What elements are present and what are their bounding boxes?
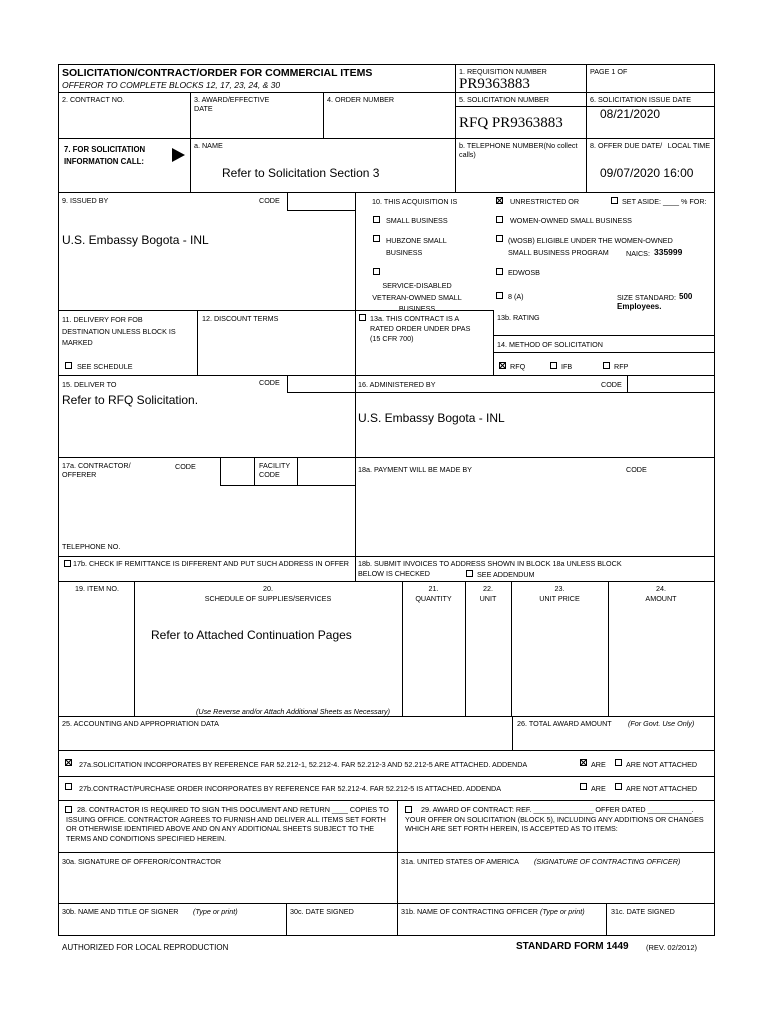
discount-terms-label: 12. DISCOUNT TERMS bbox=[202, 314, 279, 323]
c27a-are-label: ARE bbox=[591, 760, 606, 769]
accounting-label: 25. ACCOUNTING AND APPROPRIATION DATA bbox=[62, 719, 219, 728]
administered-by-label: 16. ADMINISTERED BY bbox=[358, 380, 436, 389]
eight-a-checkbox[interactable] bbox=[496, 292, 503, 299]
c27a-label: 27a.SOLICITATION INCORPORATES BY REFERENCE FAR 52.212-1, 52.212-4. FAR 52.212-3 AND 52.212-5 ARE ATTACHED. ADDENDA bbox=[79, 760, 528, 769]
schedule-footnote: (Use Reverse and/or Attach Additional Sheets as Necessary) bbox=[196, 707, 391, 716]
quantity-header: QUANTITY bbox=[415, 594, 452, 603]
item-no-header: 19. ITEM NO. bbox=[75, 584, 119, 593]
deliver-to-value[interactable]: Refer to RFQ Solicitation. bbox=[62, 393, 199, 407]
ifb-label: IFB bbox=[561, 362, 573, 371]
hubzone-checkbox[interactable] bbox=[373, 235, 380, 242]
c28-text: 28. CONTRACTOR IS REQUIRED TO SIGN THIS DOCUMENT AND RETURN ____ COPIES TO ISSUING OFFICE. CONTRACTOR AGREES TO FURNISH AND DELIVER ALL ITEMS SET FORTH OR OTHERWISE IDENTIFIED ABOVE AND ON ANY ADDITIONAL SHEETS SUBJECT TO THE TERMS AND CONDITIONS SPECIFIED HEREIN. bbox=[66, 805, 389, 844]
c27b-are-not-checkbox[interactable] bbox=[615, 783, 622, 790]
rfp-checkbox[interactable] bbox=[603, 362, 610, 369]
see-addendum-checkbox[interactable] bbox=[466, 570, 473, 577]
rating-label: 13b. RATING bbox=[497, 313, 540, 322]
set-aside-checkbox[interactable] bbox=[611, 197, 618, 204]
unrestricted-checkbox[interactable] bbox=[496, 197, 503, 204]
unit-header: UNIT bbox=[479, 594, 497, 603]
total-award-label: 26. TOTAL AWARD AMOUNT bbox=[517, 719, 612, 728]
see-schedule-label: SEE SCHEDULE bbox=[77, 362, 133, 371]
payment-label: 18a. PAYMENT WILL BE MADE BY bbox=[358, 465, 472, 474]
offer-due-value[interactable]: 09/07/2020 16:00 bbox=[600, 166, 694, 180]
requisition-number-value[interactable]: PR9363883 bbox=[459, 76, 530, 92]
small-business-label: SMALL BUSINESS bbox=[386, 216, 448, 225]
remittance-label: 17b. CHECK IF REMITTANCE IS DIFFERENT AND PUT SUCH ADDRESS IN OFFER bbox=[73, 559, 349, 568]
eight-a-label: 8 (A) bbox=[508, 292, 524, 301]
co-type-print: (Type or print) bbox=[540, 907, 585, 916]
rfq-checkbox[interactable] bbox=[499, 362, 506, 369]
c27a-are-not-checkbox[interactable] bbox=[615, 759, 622, 766]
c27b-are-not-label: ARE NOT ATTACHED bbox=[626, 784, 698, 793]
date-signed-30c-label: 30c. DATE SIGNED bbox=[290, 907, 354, 916]
contracting-officer-name-label: 31b. NAME OF CONTRACTING OFFICER bbox=[401, 907, 538, 916]
issue-date-label: 6. SOLICITATION ISSUE DATE bbox=[590, 95, 692, 104]
offer-due-label: 8. OFFER DUE DATE/ bbox=[590, 141, 663, 150]
signer-name-label: 30b. NAME AND TITLE OF SIGNER bbox=[62, 907, 179, 916]
rated-order-checkbox[interactable] bbox=[359, 314, 366, 321]
c27a-are-checkbox[interactable] bbox=[580, 759, 587, 766]
arrow-right-icon bbox=[172, 148, 185, 162]
payment-code-label: CODE bbox=[626, 465, 647, 474]
local-time-label: LOCAL TIME bbox=[667, 141, 710, 150]
issued-by-value[interactable]: U.S. Embassy Bogota - INL bbox=[62, 233, 209, 247]
hubzone-label: HUBZONE SMALL BUSINESS bbox=[386, 236, 447, 257]
solicitation-number-label: 5. SOLICITATION NUMBER bbox=[459, 95, 549, 104]
page-label: PAGE 1 OF bbox=[590, 67, 628, 76]
unit-number-header: 22. bbox=[483, 584, 493, 593]
delivery-fob-label: 11. DELIVERY FOR FOB DESTINATION UNLESS BLOCK IS MARKED bbox=[62, 315, 176, 348]
local-reproduction-note: AUTHORIZED FOR LOCAL REPRODUCTION bbox=[62, 943, 229, 952]
form-number: STANDARD FORM 1449 bbox=[516, 941, 629, 952]
rfp-label: RFP bbox=[614, 362, 629, 371]
usa-label: 31a. UNITED STATES OF AMERICA bbox=[401, 857, 519, 866]
facility-code-label: FACILITY CODE bbox=[259, 461, 291, 480]
small-business-checkbox[interactable] bbox=[373, 216, 380, 223]
naics-label: NAICS: bbox=[626, 249, 650, 258]
contractor-label: 17a. CONTRACTOR/ OFFERER bbox=[62, 461, 131, 480]
telephone-label: b. TELEPHONE NUMBER(No collect calls) bbox=[459, 141, 578, 160]
unrestricted-label: UNRESTRICTED OR bbox=[510, 197, 580, 206]
wosb-checkbox[interactable] bbox=[496, 235, 503, 242]
c27a-checkbox[interactable] bbox=[65, 759, 72, 766]
issued-by-code-label: CODE bbox=[259, 196, 280, 205]
issue-date-value[interactable]: 08/21/2020 bbox=[600, 107, 661, 121]
rfq-label: RFQ bbox=[510, 362, 526, 371]
amount-header: AMOUNT bbox=[645, 594, 677, 603]
c27a-are-not-label: ARE NOT ATTACHED bbox=[626, 760, 698, 769]
total-award-note: (For Govt. Use Only) bbox=[628, 719, 695, 728]
invoices-label: 18b. SUBMIT INVOICES TO ADDRESS SHOWN IN BLOCK 18a UNLESS BLOCK BELOW IS CHECKED bbox=[358, 559, 622, 579]
sdvosb-checkbox[interactable] bbox=[373, 268, 380, 275]
c29-text: 29. AWARD OF CONTRACT: REF. _______________ OFFER DATED ___________. YOUR OFFER ON SOLICITATION (BLOCK 5), INCLUDING ANY ADDITIONS OR CHANGES WHICH ARE SET FORTH HEREIN, IS ACCEPTED AS TO ITEMS: bbox=[405, 805, 704, 834]
name-label: a. NAME bbox=[194, 141, 223, 150]
acquisition-label: 10. THIS ACQUISITION IS bbox=[372, 197, 458, 206]
administered-by-value[interactable]: U.S. Embassy Bogota - INL bbox=[358, 411, 505, 425]
schedule-body-text[interactable]: Refer to Attached Continuation Pages bbox=[151, 628, 352, 642]
method-label: 14. METHOD OF SOLICITATION bbox=[497, 340, 603, 349]
remittance-checkbox[interactable] bbox=[64, 560, 71, 567]
c27b-are-checkbox[interactable] bbox=[580, 783, 587, 790]
women-owned-label: WOMEN-OWNED SMALL BUSINESS bbox=[510, 216, 632, 225]
c27b-label: 27b.CONTRACT/PURCHASE ORDER INCORPORATES BY REFERENCE FAR 52.212-4. FAR 52.212-5 IS ATTACHED. ADDENDA bbox=[79, 784, 502, 793]
unit-price-header: UNIT PRICE bbox=[539, 594, 580, 603]
edwosb-label: EDWOSB bbox=[508, 268, 540, 277]
wosb-label: (WOSB) ELIGIBLE UNDER THE WOMEN-OWNED SMALL BUSINESS PROGRAM bbox=[508, 236, 673, 257]
size-standard-label: SIZE STANDARD: bbox=[617, 293, 676, 302]
rated-order-label: 13a. THIS CONTRACT IS A RATED ORDER UNDER DPAS (15 CFR 700) bbox=[370, 314, 471, 344]
sdvosb-label: SERVICE-DISABLED VETERAN-OWNED SMALL BUSINESS bbox=[372, 281, 462, 314]
issued-by-label: 9. ISSUED BY bbox=[62, 196, 109, 205]
contractor-code-label: CODE bbox=[175, 462, 196, 471]
size-standard-value[interactable]: 500 Employees. bbox=[617, 292, 693, 312]
award-date-label: 3. AWARD/EFFECTIVE DATE bbox=[194, 95, 270, 114]
requisition-number-label: 1. REQUISITION NUMBER bbox=[459, 67, 547, 76]
schedule-header: SCHEDULE OF SUPPLIES/SERVICES bbox=[204, 594, 332, 603]
c27b-are-label: ARE bbox=[591, 784, 606, 793]
name-value[interactable]: Refer to Solicitation Section 3 bbox=[222, 166, 380, 180]
form-revision: (REV. 02/2012) bbox=[646, 943, 698, 952]
set-aside-label: SET ASIDE: ____ % FOR: bbox=[622, 197, 707, 206]
info-call-label: 7. FOR SOLICITATION INFORMATION CALL: bbox=[64, 145, 146, 167]
amount-number-header: 24. bbox=[656, 584, 666, 593]
form-subtitle: OFFEROR TO COMPLETE BLOCKS 12, 17, 23, 24, & 30 bbox=[62, 80, 281, 90]
solicitation-number-value[interactable]: RFQ PR9363883 bbox=[459, 115, 563, 131]
women-owned-checkbox[interactable] bbox=[496, 216, 503, 223]
edwosb-checkbox[interactable] bbox=[496, 268, 503, 275]
offeror-signature-label: 30a. SIGNATURE OF OFFEROR/CONTRACTOR bbox=[62, 857, 222, 866]
deliver-to-code-label: CODE bbox=[259, 378, 280, 387]
telephone-no-label: TELEPHONE NO. bbox=[62, 542, 121, 551]
deliver-to-label: 15. DELIVER TO bbox=[62, 380, 117, 389]
schedule-number-header: 20. bbox=[263, 584, 273, 593]
contract-no-label: 2. CONTRACT NO. bbox=[62, 95, 125, 104]
quantity-number-header: 21. bbox=[428, 584, 439, 593]
signer-type-print: (Type or print) bbox=[193, 907, 238, 916]
c27b-checkbox[interactable] bbox=[65, 783, 72, 790]
usa-note: (SIGNATURE OF CONTRACTING OFFICER) bbox=[534, 857, 681, 866]
order-number-label: 4. ORDER NUMBER bbox=[327, 95, 395, 104]
form-title: SOLICITATION/CONTRACT/ORDER FOR COMMERCIAL ITEMS bbox=[62, 67, 373, 79]
date-signed-31c-label: 31c. DATE SIGNED bbox=[611, 907, 675, 916]
unit-price-number-header: 23. bbox=[554, 584, 565, 593]
see-addendum-label: SEE ADDENDUM bbox=[477, 570, 535, 579]
ifb-checkbox[interactable] bbox=[550, 362, 557, 369]
naics-value[interactable]: 335999 bbox=[654, 247, 683, 257]
administered-code-label: CODE bbox=[601, 380, 622, 389]
see-schedule-checkbox[interactable] bbox=[65, 362, 72, 369]
